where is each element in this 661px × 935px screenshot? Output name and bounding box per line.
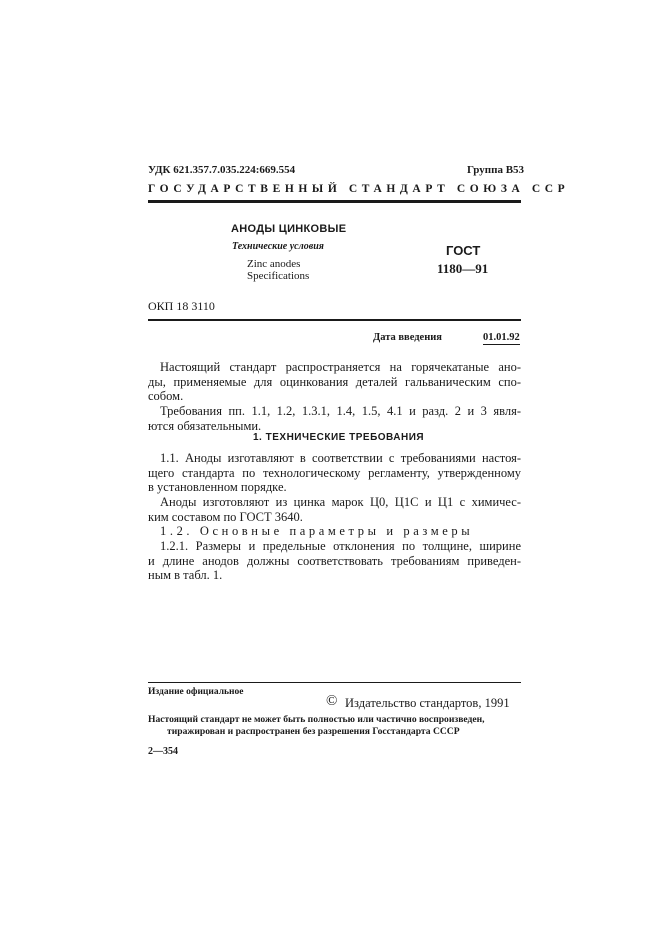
intro-paragraph-1 bbox=[148, 360, 521, 404]
official-edition: Издание официальное bbox=[148, 687, 244, 697]
page-code: 2—354 bbox=[148, 746, 178, 757]
section-paragraph-3 bbox=[148, 524, 521, 539]
section-paragraph-4 bbox=[148, 539, 521, 583]
reproduction-notice-line2: тиражирован и распространен без разрешения Госстандарта СССР bbox=[167, 726, 460, 737]
document-title: АНОДЫ ЦИНКОВЫЕ bbox=[231, 223, 347, 235]
sec-p1-line2: щего стандарта по технологическому регламенту, утвержденному bbox=[148, 465, 521, 480]
intro-paragraph-2 bbox=[148, 404, 521, 433]
intro-p1-line1: Настоящий стандарт распространяется на горячекатаные ано- bbox=[160, 360, 521, 374]
sec-p4-line2: и длине анодов должны соответствовать требованиям приведен- bbox=[148, 553, 521, 568]
english-title-line1: Zinc anodes bbox=[247, 258, 301, 270]
section-heading: 1. ТЕХНИЧЕСКИЕ ТРЕБОВАНИЯ bbox=[253, 432, 425, 443]
sec-p1-line3: в установленном порядке. bbox=[148, 480, 287, 495]
intro-p2-line1: Требования пп. 1.1, 1.2, 1.3.1, 1.4, 1.5, 4.1 и разд. 2 и 3 явля- bbox=[160, 404, 521, 418]
banner-rule-thick bbox=[148, 200, 521, 203]
standard-banner: ГОСУДАРСТВЕННЫЙ СТАНДАРТ СОЮЗА ССР bbox=[148, 183, 570, 195]
english-title-line2: Specifications bbox=[247, 270, 310, 282]
copyright-symbol: © bbox=[326, 693, 338, 709]
sec-p4-line1: 1.2.1. Размеры и предельные отклонения по толщине, ширине bbox=[160, 539, 521, 553]
sec-p2-line1: Аноды изготовляют из цинка марок Ц0, Ц1С и Ц1 с химичес- bbox=[160, 495, 521, 509]
okp-rule bbox=[148, 319, 521, 321]
section-paragraph-1 bbox=[148, 451, 521, 495]
intro-date-label: Дата введения bbox=[373, 332, 442, 343]
copyright-text: Издательство стандартов, 1991 bbox=[345, 696, 510, 710]
intro-p1-line2: ды, применяемые для оцинкования деталей гальваническим спо- bbox=[148, 374, 521, 389]
intro-p1-line3: собом. bbox=[148, 389, 184, 404]
intro-p2-line2: ются обязательными. bbox=[148, 418, 262, 433]
gost-number: 1180—91 bbox=[437, 261, 489, 276]
sec-p4-line3: ным в табл. 1. bbox=[148, 568, 223, 583]
sec-p1-line1: 1.1. Аноды изготавляют в соответствии с требованиями настоя- bbox=[160, 451, 521, 465]
footer-rule bbox=[148, 682, 521, 683]
gost-label: ГОСТ bbox=[446, 243, 481, 258]
udk-code: УДК 621.357.7.035.224:669.554 bbox=[148, 164, 296, 176]
document-subtitle: Технические условия bbox=[232, 241, 324, 252]
intro-date-value: 01.01.92 bbox=[483, 332, 520, 343]
okp-code: ОКП 18 3110 bbox=[148, 299, 215, 313]
sec-p3-line1: 1.2. Основные параметры и размеры bbox=[160, 524, 474, 538]
section-paragraph-2 bbox=[148, 495, 521, 524]
sec-p2-line2: ким составом по ГОСТ 3640. bbox=[148, 509, 303, 524]
group-code: Группа В53 bbox=[467, 164, 525, 176]
reproduction-notice-line1: Настоящий стандарт не может быть полностью или частично воспроизведен, bbox=[148, 714, 485, 725]
